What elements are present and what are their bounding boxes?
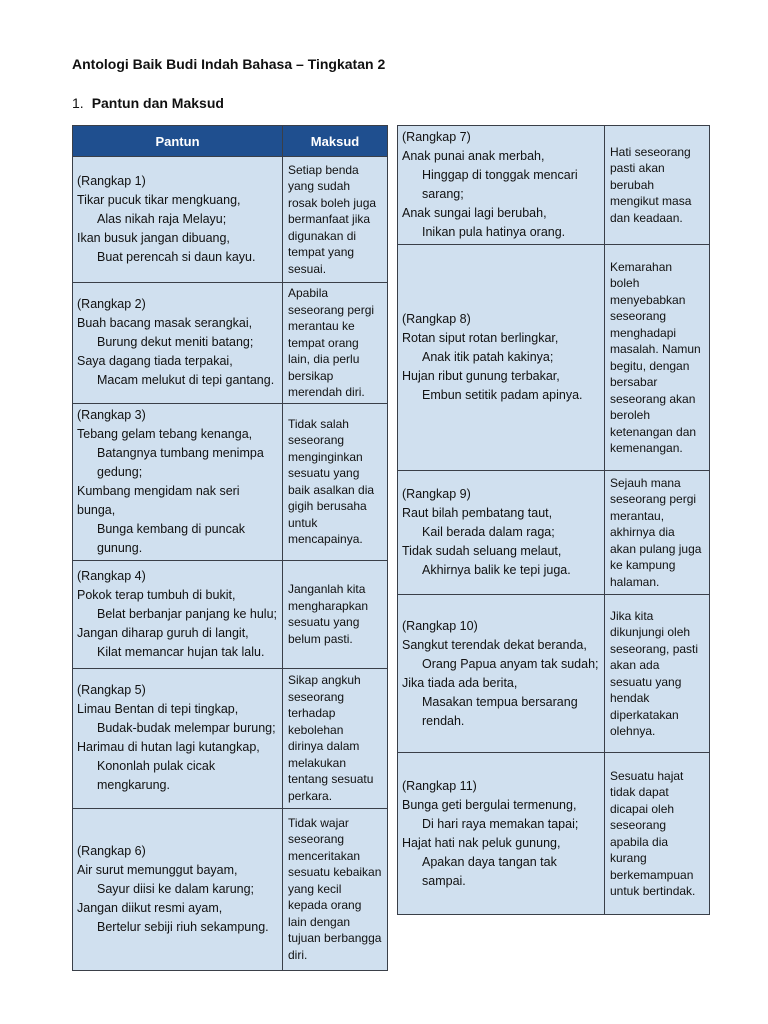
maksud-cell: Tidak wajar seseorang menceritakan sesuatu kebaikan yang kecil kepada orang lain dengan tujuan berbangga diri.: [283, 808, 388, 970]
rangkap-label: (Rangkap 2): [77, 297, 146, 312]
rangkap-label: (Rangkap 5): [77, 683, 146, 697]
pantun-line: Anak itik patah kakinya;: [422, 350, 554, 364]
pantun-line: Batangnya tumbang menimpa gedung;: [97, 445, 264, 479]
pantun-line: Bunga kembang di puncak gunung.: [97, 521, 246, 555]
pantun-cell: [73, 157, 283, 283]
maksud-cell: Janganlah kita mengharapkan sesuatu yang belum pasti.: [283, 560, 388, 668]
rangkap-label: (Rangkap 11): [402, 778, 477, 793]
pantun-cell: [73, 560, 283, 668]
rangkap-label: (Rangkap 9): [402, 487, 471, 501]
rangkap-label: (Rangkap 4): [77, 568, 146, 583]
pantun-row: [73, 403, 388, 560]
pantun-table-right: [397, 125, 710, 915]
pantun-line: Kumbang mengidam nak seri bunga,: [77, 483, 240, 517]
table-header-row: [73, 126, 388, 157]
pantun-line: Apakan daya tangan tak sampai.: [422, 854, 557, 888]
pantun-row: [398, 126, 710, 245]
pantun-line: Ikan busuk jangan dibuang,: [77, 231, 230, 245]
pantun-row: [398, 245, 710, 471]
section-title: Pantun dan Maksud: [91, 95, 224, 111]
pantun-line: Akhirnya balik ke tepi juga.: [422, 563, 571, 577]
pantun-row: [398, 595, 710, 753]
pantun-line: Masakan tempua bersarang rendah.: [422, 694, 578, 728]
pantun-line: Sangkut terendak dekat beranda,: [402, 637, 587, 652]
pantun-line: Tikar pucuk tikar mengkuang,: [77, 193, 241, 207]
document-title: Antologi Baik Budi Indah Bahasa – Tingkatan 2: [72, 56, 386, 72]
pantun-line: Hinggap di tonggak mencari sarang;: [422, 168, 578, 201]
pantun-row: [73, 560, 388, 668]
pantun-line: Kail berada dalam raga;: [422, 525, 555, 539]
pantun-row: [398, 753, 710, 915]
pantun-line: Tidak sudah seluang melaut,: [402, 544, 562, 558]
header-pantun: Pantun: [73, 126, 283, 157]
pantun-row: [73, 808, 388, 970]
pantun-line: Kononlah pulak cicak mengkarung.: [97, 759, 216, 792]
pantun-line: Harimau di hutan lagi kutangkap,: [77, 740, 260, 754]
maksud-cell: Sejauh mana seseorang pergi merantau, akhirnya dia akan pulang juga ke kampung halaman.: [605, 471, 710, 595]
pantun-cell: [398, 595, 605, 753]
rangkap-label: (Rangkap 3): [77, 407, 146, 422]
pantun-line: Raut bilah pembatang taut,: [402, 506, 553, 520]
pantun-cell: [398, 245, 605, 471]
pantun-line: Budak-budak melempar burung;: [97, 721, 276, 735]
maksud-cell: Kemarahan boleh menyebabkan seseorang menghadapi masalah. Namun begitu, dengan bersabar seseorang akan beroleh ketenangan dan kemenangan.: [605, 245, 710, 471]
header-maksud: Maksud: [283, 126, 388, 157]
pantun-line: Inikan pula hatinya orang.: [422, 225, 566, 239]
pantun-cell: [398, 753, 605, 915]
pantun-line: Buat perencah si daun kayu.: [97, 250, 256, 264]
pantun-line: Embun setitik padam apinya.: [422, 388, 583, 402]
pantun-cell: [398, 471, 605, 595]
pantun-line: Alas nikah raja Melayu;: [97, 212, 227, 226]
maksud-cell: Tidak salah seseorang menginginkan sesuatu yang baik asalkan dia gigih berusaha untuk mencapainya.: [283, 403, 388, 560]
rangkap-label: (Rangkap 8): [402, 312, 471, 326]
pantun-line: Anak sungai lagi berubah,: [402, 206, 547, 220]
pantun-row: [73, 283, 388, 404]
pantun-line: Di hari raya memakan tapai;: [422, 816, 579, 831]
maksud-cell: Jika kita dikunjungi oleh seseorang, pasti akan ada sesuatu yang hendak diperkatakan olehnya.: [605, 595, 710, 753]
maksud-cell: Hati seseorang pasti akan berubah mengikut masa dan keadaan.: [605, 126, 710, 245]
pantun-line: Limau Bentan di tepi tingkap,: [77, 702, 239, 716]
pantun-table-left: [72, 125, 388, 971]
pantun-line: Hujan ribut gunung terbakar,: [402, 369, 560, 383]
pantun-line: Air surut memunggut bayam,: [77, 862, 238, 877]
pantun-line: Tebang gelam tebang kenanga,: [77, 426, 253, 441]
pantun-row: [398, 471, 710, 595]
pantun-line: Anak punai anak merbah,: [402, 149, 545, 163]
pantun-line: Bertelur sebiji riuh sekampung.: [97, 919, 269, 934]
pantun-line: Hajat hati nak peluk gunung,: [402, 835, 561, 850]
pantun-cell: [73, 403, 283, 560]
maksud-cell: Setiap benda yang sudah rosak boleh juga bermanfaat jika digunakan di tempat yang sesuai.: [283, 157, 388, 283]
rangkap-label: (Rangkap 1): [77, 174, 146, 188]
pantun-line: Saya dagang tiada terpakai,: [77, 354, 233, 369]
pantun-row: [73, 668, 388, 808]
pantun-line: Macam melukut di tepi gantang.: [97, 373, 275, 388]
maksud-cell: Sesuatu hajat tidak dapat dicapai oleh seseorang apabila dia kurang berkemampuan untuk bertindak.: [605, 753, 710, 915]
pantun-row: [73, 157, 388, 283]
section-number: 1.: [72, 95, 84, 111]
pantun-line: Jika tiada ada berita,: [402, 675, 518, 690]
pantun-line: Pokok terap tumbuh di bukit,: [77, 587, 236, 602]
pantun-line: Kilat memancar hujan tak lalu.: [97, 644, 265, 659]
pantun-line: Rotan siput rotan berlingkar,: [402, 331, 559, 345]
maksud-cell: Sikap angkuh seseorang terhadap kebolehan dirinya dalam melakukan tentang sesuatu perkara.: [283, 668, 388, 808]
pantun-cell: [398, 126, 605, 245]
rangkap-label: (Rangkap 7): [402, 130, 471, 144]
pantun-cell: [73, 668, 283, 808]
pantun-line: Bunga geti bergulai termenung,: [402, 797, 577, 812]
rangkap-label: (Rangkap 10): [402, 618, 478, 633]
pantun-cell: [73, 808, 283, 970]
section-heading: [72, 95, 224, 111]
pantun-cell: [73, 283, 283, 404]
rangkap-label: (Rangkap 6): [77, 843, 146, 858]
pantun-line: Buah bacang masak serangkai,: [77, 316, 253, 331]
pantun-line: Jangan diharap guruh di langit,: [77, 625, 249, 640]
maksud-cell: Apabila seseorang pergi merantau ke tempat orang lain, dia perlu bersikap merendah diri.: [283, 283, 388, 404]
pantun-line: Burung dekut meniti batang;: [97, 335, 254, 350]
pantun-line: Belat berbanjar panjang ke hulu;: [97, 606, 277, 621]
pantun-line: Orang Papua anyam tak sudah;: [422, 656, 599, 671]
pantun-line: Jangan diikut resmi ayam,: [77, 900, 223, 915]
pantun-line: Sayur diisi ke dalam karung;: [97, 881, 255, 896]
